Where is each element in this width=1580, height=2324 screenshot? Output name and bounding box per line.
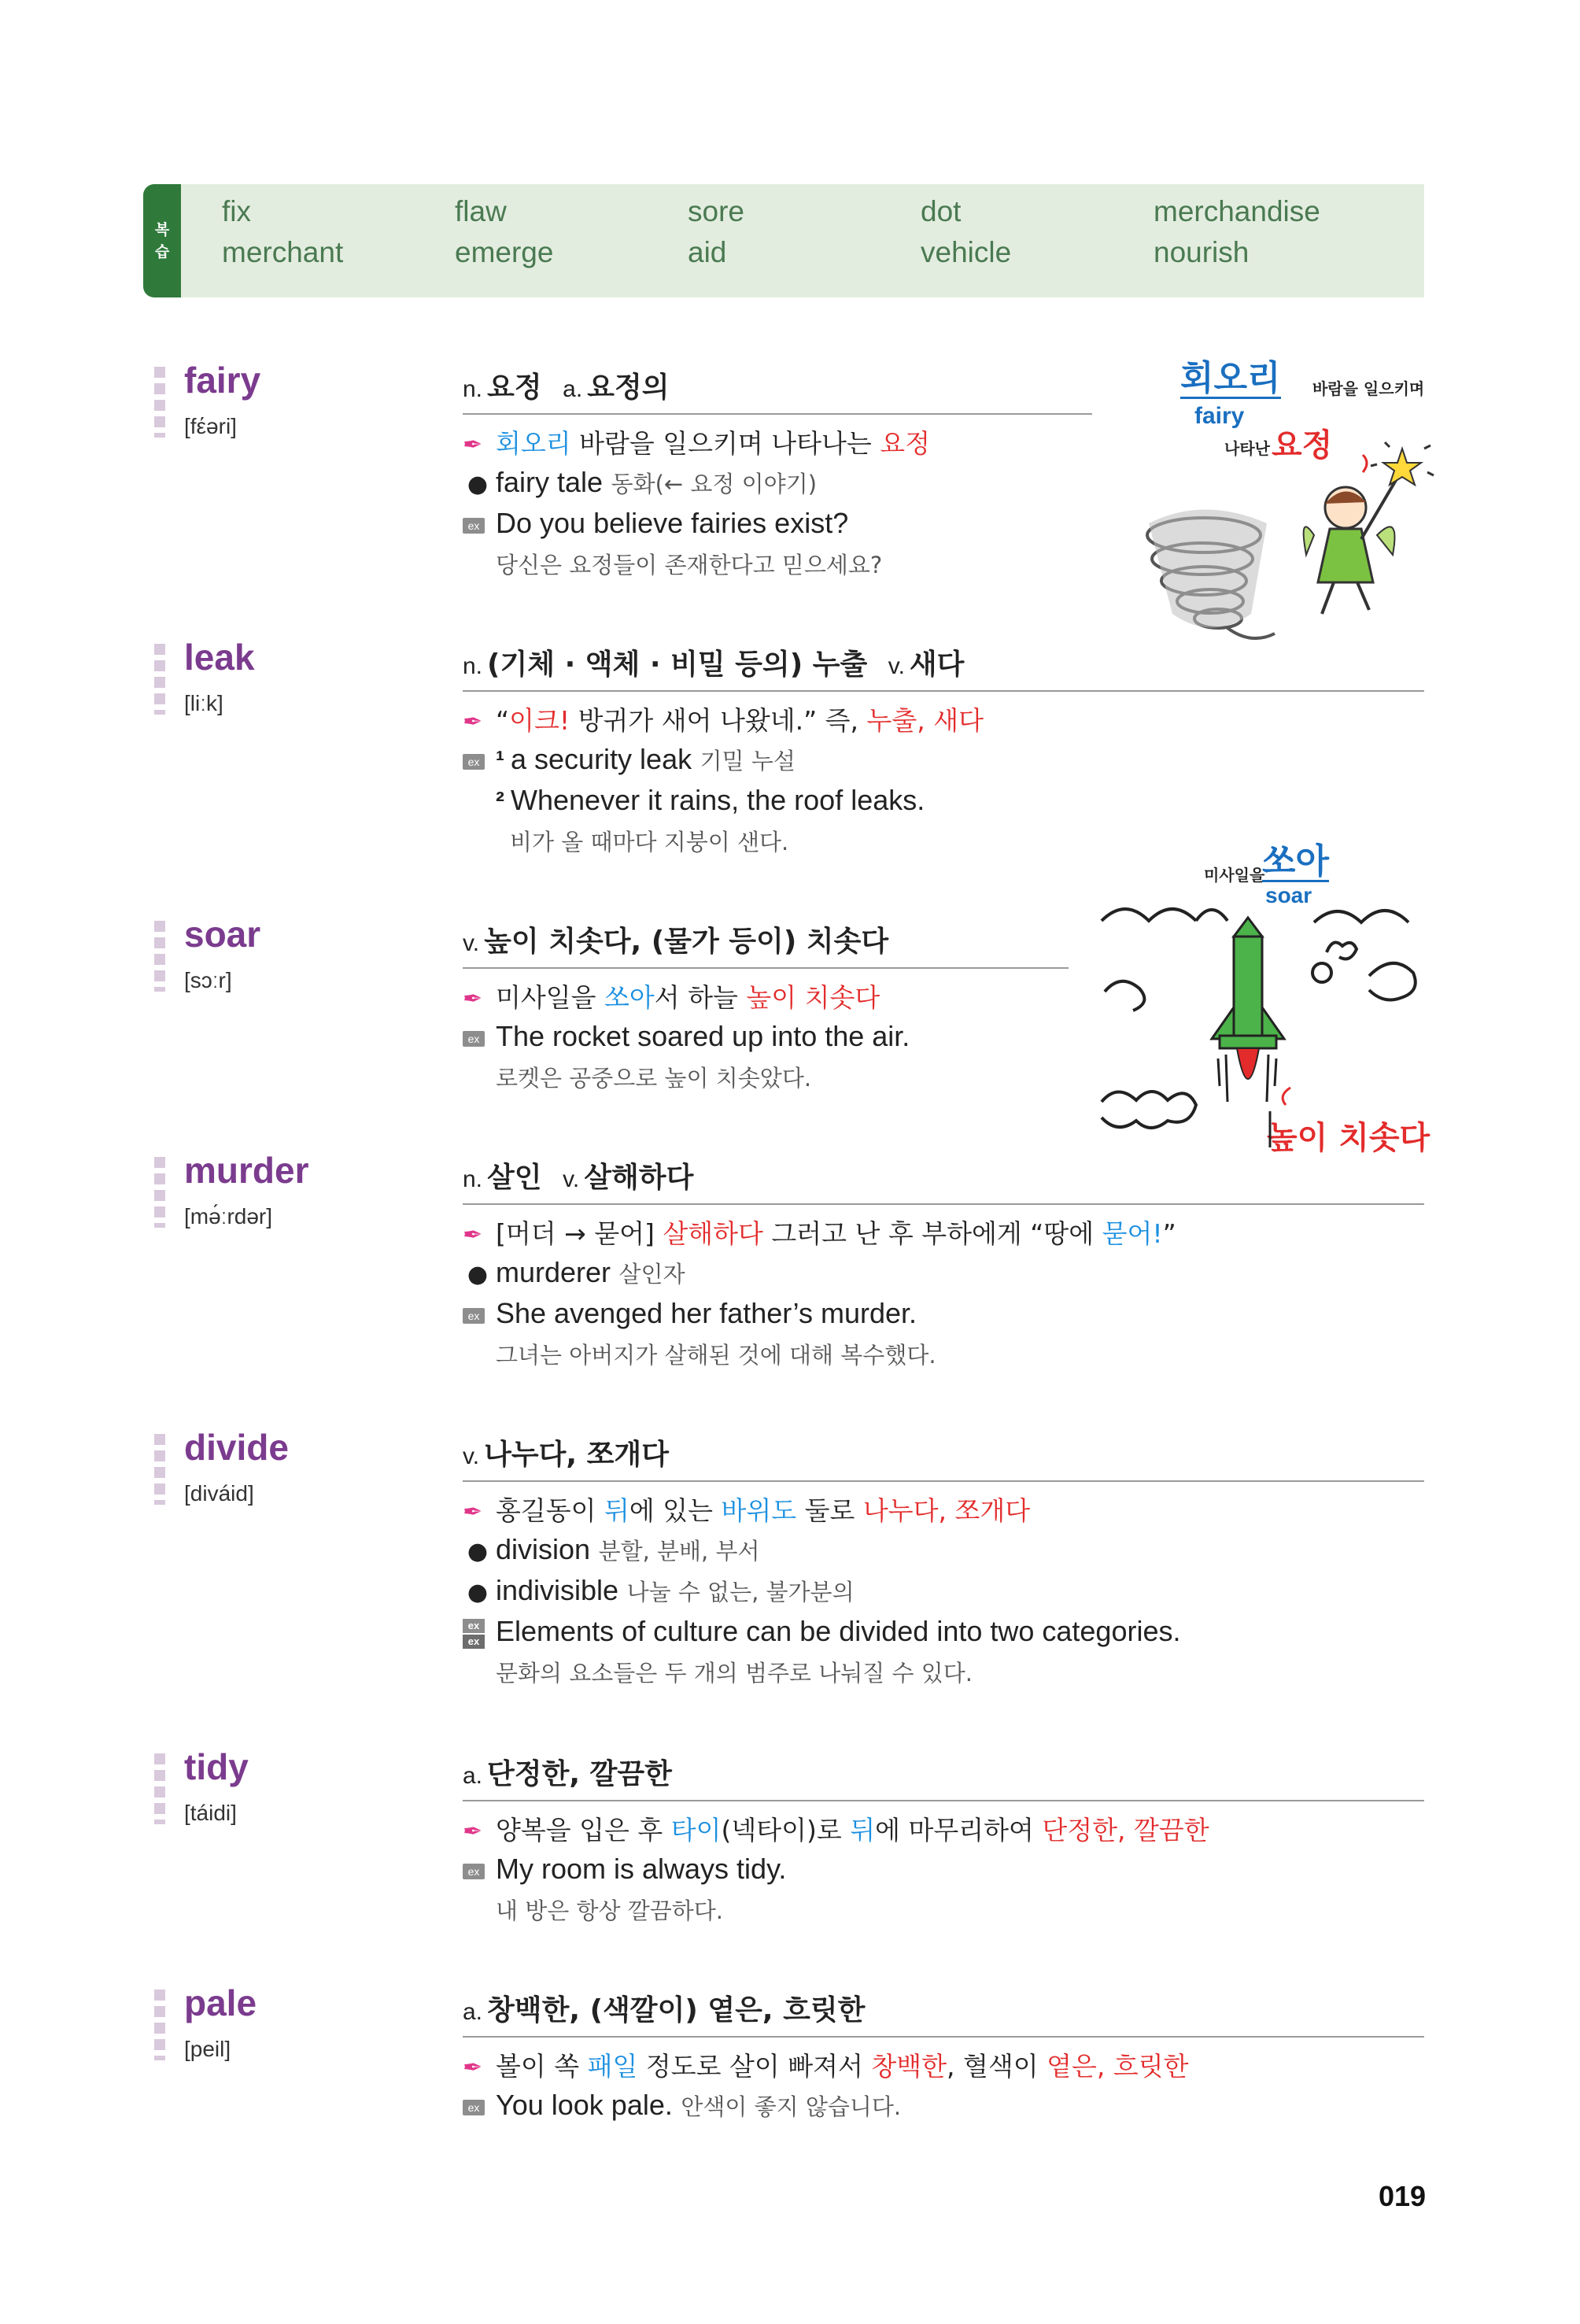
- definition: [463, 919, 1069, 969]
- example-english: She avenged her father’s murder.: [496, 1297, 917, 1329]
- meaning: 창백한, (색깔이) 옅은, 흐릿한: [487, 1994, 866, 2027]
- example-english: Elements of culture can be divided into two categories.: [496, 1615, 1181, 1647]
- mnemonic-answer: 요정: [880, 428, 931, 459]
- pronunciation: [fέəri]: [184, 414, 237, 438]
- page-number: 019: [1379, 2180, 1427, 2212]
- review-word: sore: [688, 195, 744, 227]
- bullet-icon: ●: [467, 1538, 489, 1565]
- entry-marker: [154, 1753, 165, 1824]
- pronunciation: [liːk]: [184, 691, 223, 715]
- part-of-speech: v.: [463, 1443, 480, 1469]
- soar-illustration: [1094, 834, 1440, 1165]
- review-box: [143, 184, 1424, 297]
- example-icon: ex: [463, 754, 485, 770]
- illustration-label: 쏘아: [1262, 841, 1330, 881]
- example-english: Do you believe fairies exist?: [496, 507, 849, 539]
- example-korean: 문화의 요소들은 두 개의 범주로 나눠질 수 있다.: [496, 1660, 973, 1687]
- mnemonic-text: 둘로: [796, 1495, 863, 1526]
- bullet-icon: ●: [467, 1579, 489, 1606]
- example-line: [463, 1615, 1181, 1649]
- fairy-illustration: [1117, 354, 1448, 653]
- part-of-speech: n.: [463, 653, 483, 679]
- derivative-line: [463, 1256, 685, 1289]
- meaning: 살해하다: [584, 1162, 694, 1194]
- pronunciation: [táidi]: [184, 1801, 237, 1825]
- soar-rocket-drawing: [1094, 834, 1440, 1165]
- mnemonic-line: [463, 1214, 1176, 1251]
- example-line: [463, 507, 848, 540]
- example-english: You look pale.: [496, 2089, 673, 2121]
- illustration-label: 요정: [1272, 427, 1333, 464]
- quill-icon: ✒: [463, 431, 483, 459]
- mnemonic-highlight: 회오리: [496, 428, 571, 459]
- entry-marker: [154, 1990, 165, 2060]
- example-icon: ex: [463, 1308, 485, 1324]
- meaning: 높이 치솟다, (물가 등이) 치솟다: [484, 926, 889, 958]
- quill-icon: ✒: [463, 2054, 483, 2082]
- part-of-speech: a.: [563, 376, 583, 402]
- example-alt-icon: [463, 1619, 485, 1649]
- example-icon-label: ex: [463, 1619, 485, 1633]
- example-line: [463, 2089, 901, 2122]
- derivative-word: murderer: [496, 1256, 611, 1288]
- example-icon: ex: [463, 1031, 485, 1047]
- example-icon-label: ex: [463, 1635, 485, 1649]
- derivative-meaning: 살인자: [618, 1261, 685, 1288]
- mnemonic-line: [463, 1491, 1030, 1528]
- part-of-speech: v.: [463, 930, 480, 956]
- mnemonic-text: 그러고 난 후 부하에게 “땅에: [762, 1218, 1102, 1249]
- review-word: emerge: [455, 236, 554, 268]
- headword: tidy: [184, 1746, 249, 1787]
- mnemonic-answer: 나누다, 쪼개다: [862, 1495, 1031, 1526]
- example-number: ²: [496, 786, 504, 815]
- derivative-word: fairy tale: [496, 466, 604, 498]
- example-number: ¹: [496, 745, 504, 774]
- mnemonic-highlight: 패일: [587, 2051, 638, 2082]
- example-line: [463, 1020, 910, 1053]
- example-translation: [463, 1894, 723, 1926]
- definition: [463, 1432, 1424, 1482]
- mnemonic-line: [463, 1810, 1209, 1847]
- mnemonic-text: 볼이 쏙: [496, 2051, 588, 2082]
- headword: pale: [184, 1982, 257, 2023]
- headword: murder: [184, 1150, 309, 1191]
- review-word: nourish: [1154, 236, 1250, 268]
- mnemonic-highlight: 뒤: [850, 1815, 876, 1846]
- part-of-speech: n.: [463, 1166, 483, 1192]
- derivative-meaning: 분할, 분배, 부서: [598, 1538, 760, 1565]
- derivative-word: division: [496, 1533, 591, 1565]
- quill-icon: ✒: [463, 1818, 483, 1846]
- part-of-speech: v.: [563, 1166, 580, 1192]
- review-tab-label-bottom: 습: [154, 243, 170, 260]
- mnemonic-highlight: 쏘아: [604, 982, 655, 1013]
- review-word: flaw: [455, 195, 507, 227]
- derivative-line: [463, 1574, 855, 1607]
- part-of-speech: a.: [463, 1763, 483, 1789]
- mnemonic-text: 미사일을: [496, 982, 605, 1013]
- meaning: 살인: [487, 1162, 542, 1194]
- example-korean: 그녀는 아버지가 살해된 것에 대해 복수했다.: [496, 1342, 936, 1369]
- mnemonic-answer: 높이 치솟다: [746, 982, 880, 1013]
- pronunciation: [peil]: [184, 2037, 231, 2061]
- review-word: fix: [222, 195, 251, 227]
- example-korean: 로켓은 공중으로 높이 치솟았다.: [496, 1065, 812, 1092]
- pronunciation: [mə́ːrdər]: [184, 1204, 273, 1229]
- illustration-label: soar: [1265, 883, 1312, 907]
- example-translation: [463, 548, 882, 580]
- example-translation: [463, 825, 788, 857]
- mnemonic-answer: 단정한, 깔끔한: [1042, 1815, 1209, 1846]
- example-english: My room is always tidy.: [496, 1853, 787, 1885]
- example-korean: 당신은 요정들이 존재한다고 믿으세요?: [496, 552, 883, 578]
- definition: [463, 1988, 1424, 2038]
- review-word-grid: [222, 195, 1386, 269]
- mnemonic-text: “: [496, 705, 510, 736]
- derivative-word: indivisible: [496, 1574, 619, 1606]
- mnemonic-line: [463, 2046, 1189, 2083]
- mnemonic-text: 양복을 입은 후: [496, 1815, 671, 1846]
- meaning: 요정: [487, 371, 542, 404]
- mnemonic-text: 에 마무리하여: [875, 1815, 1043, 1846]
- headword: divide: [184, 1427, 289, 1468]
- example-korean: 비가 올 때마다 지붕이 샌다.: [510, 829, 789, 855]
- mnemonic-highlight: 이크!: [509, 705, 570, 736]
- mnemonic-highlight: 타이: [670, 1815, 722, 1846]
- derivative-line: [463, 466, 817, 499]
- mnemonic-text: 바람을 일으키며 나타나는: [570, 428, 880, 459]
- definition: [463, 365, 1092, 415]
- meaning: 새다: [909, 648, 965, 681]
- example-line: [463, 1297, 917, 1330]
- pronunciation: [sɔːr]: [184, 968, 232, 992]
- meaning: 나누다, 쪼개다: [484, 1439, 669, 1471]
- mnemonic-answer: 옅은, 흐릿한: [1047, 2051, 1189, 2082]
- pronunciation: [diváid]: [184, 1481, 254, 1506]
- illustration-label: 나타난: [1224, 439, 1270, 458]
- entry-marker: [154, 1157, 165, 1228]
- illustration-label: fairy: [1194, 403, 1245, 429]
- mnemonic-answer: 누출, 새다: [866, 705, 984, 736]
- quill-icon: ✒: [463, 985, 483, 1013]
- quill-icon: ✒: [463, 1221, 483, 1249]
- mnemonic-line: [463, 700, 984, 737]
- example-line: [463, 784, 925, 817]
- example-line: [463, 1853, 786, 1886]
- review-word: merchant: [222, 236, 344, 268]
- example-korean: 안색이 좋지 않습니다.: [681, 2093, 902, 2120]
- example-english: Whenever it rains, the roof leaks.: [511, 784, 925, 816]
- mnemonic-answer: 창백한: [871, 2051, 947, 2082]
- illustration-label: 회오리: [1180, 358, 1281, 398]
- example-english: a security leak: [511, 743, 692, 775]
- example-korean: 기밀 누설: [700, 748, 796, 774]
- mnemonic-text: (넥타이)로: [721, 1815, 851, 1846]
- entry-marker: [154, 367, 165, 438]
- part-of-speech: n.: [463, 376, 483, 402]
- review-word: aid: [688, 236, 727, 268]
- meaning: 단정한, 깔끔한: [487, 1758, 672, 1790]
- mnemonic-answer: 살해하다: [663, 1218, 763, 1249]
- illustration-label: 높이 치솟다: [1267, 1120, 1430, 1156]
- example-line: [463, 743, 796, 776]
- review-tab-label-top: 복: [154, 220, 170, 238]
- mnemonic-text: 방귀가 새어 나왔네.” 즉,: [570, 705, 867, 736]
- mnemonic-text: 에 있는: [629, 1495, 722, 1526]
- example-english: The rocket soared up into the air.: [496, 1020, 910, 1052]
- example-icon: ex: [463, 2100, 485, 2115]
- quill-icon: ✒: [463, 708, 483, 736]
- meaning: (기체 · 액체 · 비밀 등의) 누출: [487, 648, 868, 681]
- headword: leak: [184, 637, 255, 678]
- mnemonic-text: 서 하늘: [654, 982, 747, 1013]
- entry-marker: [154, 921, 165, 992]
- review-tab: [143, 184, 181, 297]
- mnemonic-text: , 혈색이: [947, 2051, 1047, 2082]
- example-icon: ex: [463, 518, 485, 534]
- mnemonic-text: 홍길동이: [496, 1495, 605, 1526]
- example-icon: ex: [463, 1864, 485, 1879]
- meaning: 요정의: [587, 371, 670, 404]
- mnemonic-text: 정도로 살이 빠져서: [637, 2051, 872, 2082]
- review-word: merchandise: [1154, 195, 1320, 227]
- fairy-tornado-drawing: [1117, 354, 1448, 653]
- definition: [463, 1752, 1424, 1801]
- example-translation: [463, 1061, 811, 1093]
- entry-marker: [154, 1434, 165, 1505]
- headword: soar: [184, 914, 261, 955]
- derivative-line: [463, 1533, 760, 1566]
- mnemonic-highlight: 뒤: [604, 1495, 629, 1526]
- example-translation: [463, 1338, 936, 1370]
- headword: fairy: [184, 360, 261, 401]
- mnemonic-highlight: 바위도: [721, 1495, 797, 1526]
- entry-marker: [154, 644, 165, 715]
- mnemonic-text: ”: [1162, 1218, 1176, 1249]
- review-word: dot: [921, 195, 962, 227]
- derivative-meaning: 동화(← 요정 이야기): [611, 471, 818, 497]
- illustration-label: 미사일을: [1204, 866, 1265, 885]
- mnemonic-line: [463, 977, 880, 1014]
- mnemonic-line: [463, 423, 930, 460]
- mnemonic-text: [머더 → 묻어]: [496, 1218, 663, 1249]
- mnemonic-highlight: 묻어!: [1102, 1218, 1163, 1249]
- derivative-meaning: 나눌 수 없는, 불가분의: [626, 1579, 855, 1605]
- illustration-label: 바람을 일으키며: [1312, 379, 1425, 398]
- bullet-icon: ●: [467, 1261, 489, 1288]
- part-of-speech: v.: [888, 653, 905, 679]
- part-of-speech: a.: [463, 1999, 483, 2025]
- bullet-icon: ●: [467, 471, 489, 498]
- review-word: vehicle: [921, 236, 1012, 268]
- quill-icon: ✒: [463, 1498, 483, 1526]
- example-korean: 내 방은 항상 깔끔하다.: [496, 1897, 723, 1924]
- example-translation: [463, 1656, 973, 1688]
